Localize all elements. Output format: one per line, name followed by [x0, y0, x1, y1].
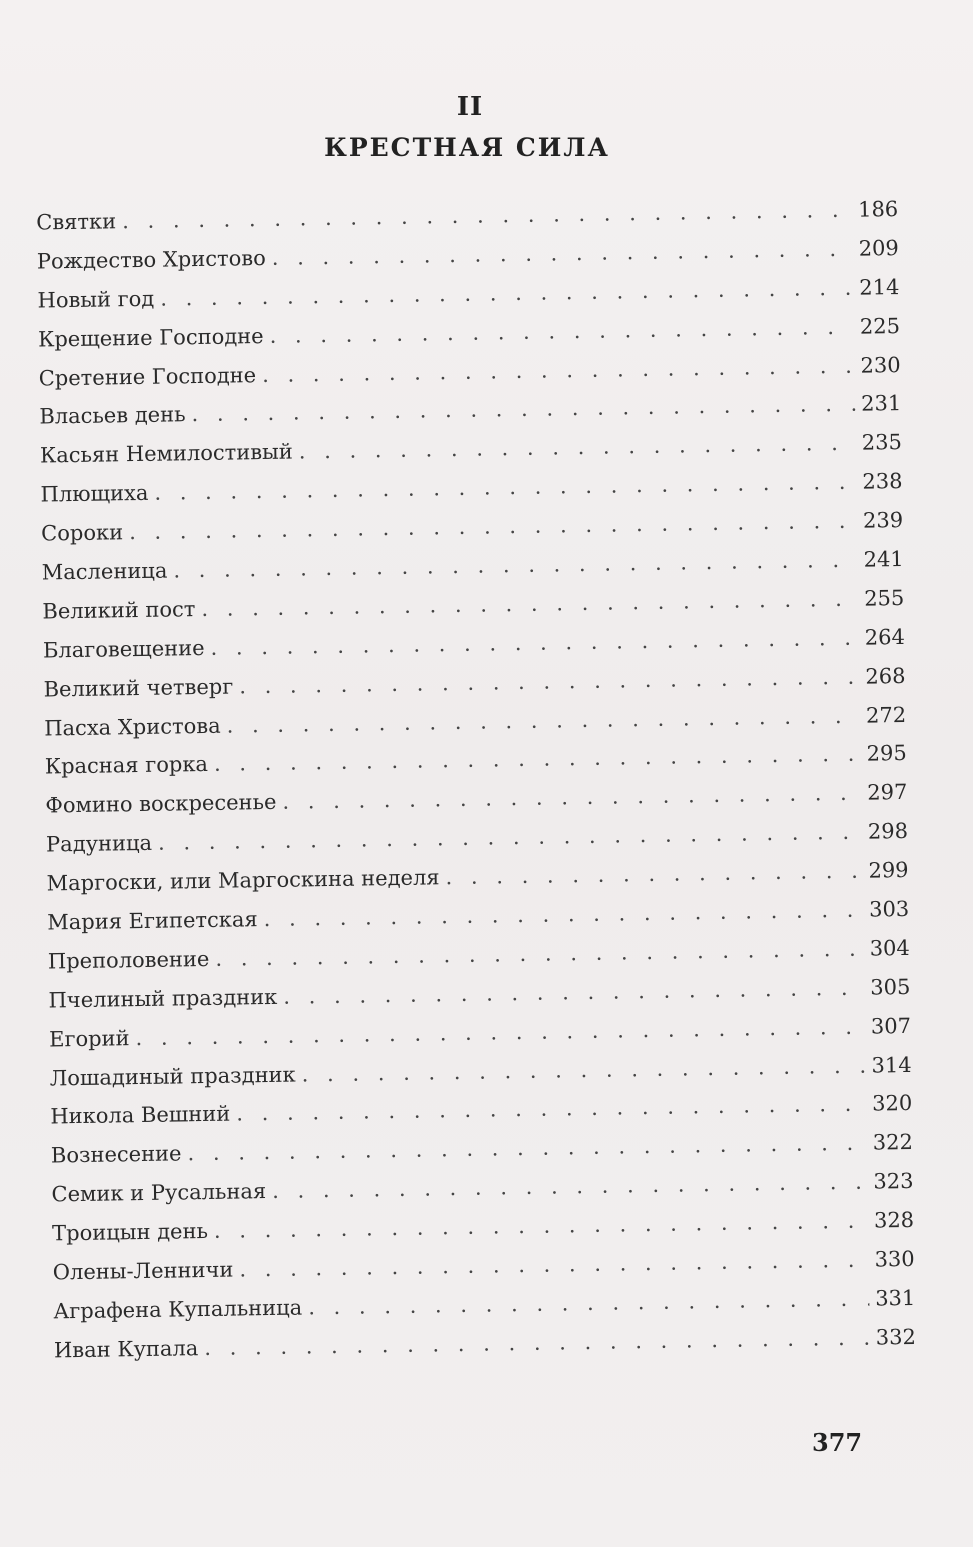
- toc-entry-title: Троицын день: [51, 1219, 209, 1246]
- toc-entry-title: Фомино воскресенье: [45, 790, 277, 818]
- toc-entry-title: Красная горка: [44, 752, 209, 779]
- toc-entry-page: 230: [860, 352, 901, 378]
- toc-entry-title: Сретение Господне: [38, 362, 257, 391]
- toc-entry-page: 298: [867, 819, 909, 844]
- toc-entry-title: Касьян Немилостивый: [39, 439, 293, 468]
- dot-leader: [445, 852, 863, 897]
- toc-entry-title: Масленица: [41, 558, 168, 585]
- toc-entry-page: 314: [871, 1052, 912, 1078]
- toc-entry-title: Аграфена Купальница: [53, 1295, 303, 1324]
- toc-entry-page: 322: [872, 1130, 914, 1155]
- toc-entry-page: 303: [868, 896, 910, 922]
- toc-entry-title: Радуница: [45, 831, 153, 857]
- toc-entry-title: Святки: [36, 209, 117, 235]
- toc-entry-page: 214: [859, 274, 900, 300]
- toc-entry-page: 268: [865, 663, 906, 689]
- toc-entry-page: 320: [871, 1091, 913, 1117]
- toc-entry-page: 295: [866, 741, 907, 767]
- toc-entry-title: Пасха Христова: [44, 713, 221, 741]
- toc-entry-page: 264: [864, 624, 906, 650]
- toc-entry-title: Плющиха: [40, 481, 149, 507]
- toc-entry-page: 332: [875, 1324, 917, 1350]
- toc-entry-page: 304: [869, 935, 910, 961]
- toc-entry-title: Олены-Ленничи: [52, 1257, 234, 1285]
- section-number: II: [456, 92, 484, 122]
- toc-entry-title: Крещение Господне: [37, 323, 264, 352]
- toc-entry-page: 323: [873, 1169, 914, 1194]
- toc-entry-title: Новый год: [37, 286, 155, 313]
- toc-entry-page: 297: [867, 780, 908, 805]
- toc-entry-title: Иван Купала: [53, 1335, 199, 1363]
- toc-entry-page: 209: [858, 235, 899, 261]
- page-number: 377: [812, 1428, 863, 1457]
- toc-entry-page: 239: [862, 508, 904, 533]
- toc-entry-page: 231: [860, 391, 902, 417]
- toc-entry-title: Вознесение: [50, 1141, 182, 1168]
- toc-entry-title: Мария Египетская: [47, 907, 258, 935]
- toc-entry-page: 235: [861, 430, 903, 455]
- toc-entry-title: Великий четверг: [43, 674, 234, 702]
- toc-entry-page: 238: [862, 469, 903, 494]
- toc-entry-page: 299: [868, 858, 909, 883]
- toc-entry-page: 255: [864, 585, 905, 611]
- toc-entry-title: Пчелиный праздник: [48, 984, 278, 1013]
- toc-entry-page: 241: [863, 546, 904, 572]
- toc-entry-title: Власьев день: [39, 402, 186, 429]
- toc-entry-page: 305: [870, 974, 911, 1000]
- toc-entry-title: Рождество Христово: [36, 245, 266, 274]
- toc-entry-title: Егорий: [48, 1025, 130, 1052]
- toc-entry-title: Преполовение: [47, 946, 210, 974]
- toc-entry-page: 186: [857, 197, 899, 222]
- toc-entry-page: 225: [859, 313, 901, 339]
- toc-entry-page: 330: [874, 1246, 915, 1272]
- toc-entry-title: Лошадиный праздник: [49, 1062, 296, 1091]
- toc-entry-title: Благовещение: [42, 635, 205, 663]
- toc-entry-page: 272: [865, 702, 907, 728]
- toc-entry-title: Сороки: [40, 520, 124, 546]
- toc-entry-title: Семик и Русальная: [51, 1179, 267, 1207]
- toc-entry-page: 331: [875, 1285, 916, 1311]
- toc-entry-page: 307: [870, 1013, 912, 1039]
- toc-entry-title: Никола Вешний: [50, 1102, 231, 1129]
- toc-entry-title: Великий пост: [42, 597, 196, 624]
- toc-entry-page: 328: [873, 1208, 915, 1233]
- section-title: КРЕСТНАЯ СИЛА: [324, 133, 610, 162]
- toc-entry-title: Маргоски, или Маргоскина неделя: [46, 865, 440, 896]
- table-of-contents: [8, 190, 916, 1371]
